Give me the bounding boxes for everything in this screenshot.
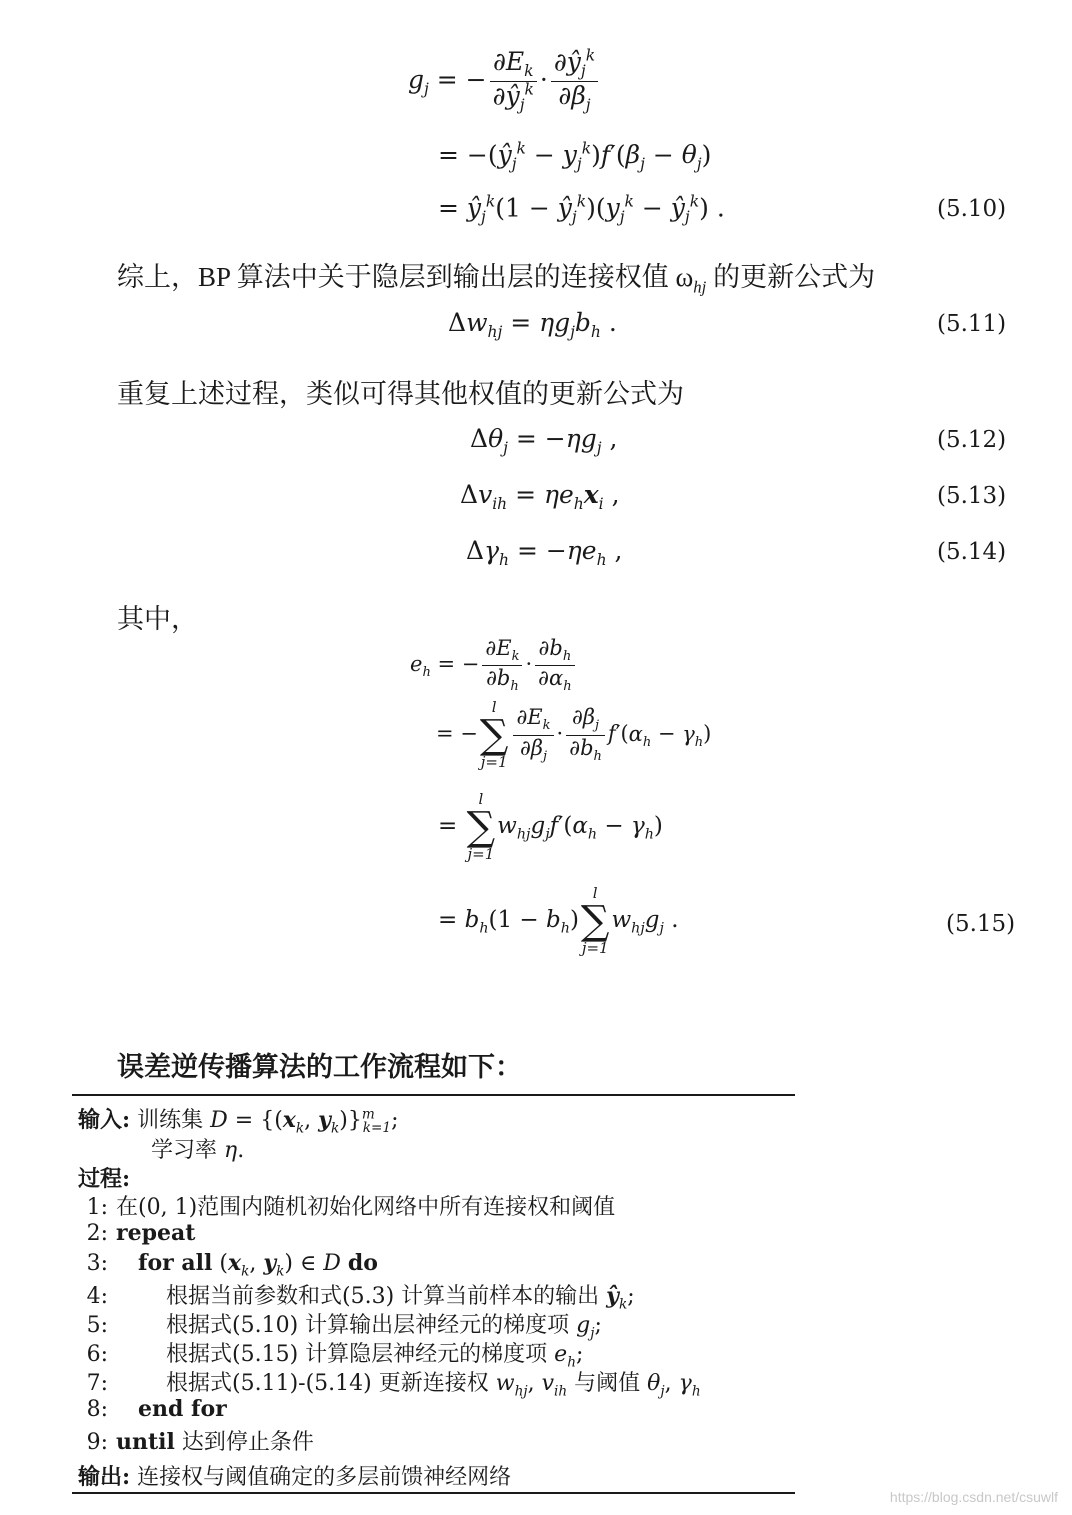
- equation-5-10-line3: = $ŷ_j^k(1$ − $ŷ_j^k)(y_j^k$ − $ŷ_j^k$) .: [438, 193, 725, 227]
- algorithm-line-5: 5: 根据式(5.10) 计算输出层神经元的梯度项 $g_j$;: [86, 1313, 602, 1342]
- algorithm-input-line1: 输入: 训练集 $D = \{(x_k$, $y_k)\}^m_{k=1}$;: [78, 1106, 399, 1137]
- algorithm-title: 误差逆传播算法的工作流程如下：: [117, 1052, 522, 1083]
- algorithm-process-label: 过程:: [78, 1166, 131, 1192]
- algorithm-line-8: 8: end for: [86, 1396, 227, 1422]
- paragraph-other-weights: 重复上述过程，类似可得其他权值的更新公式为: [117, 379, 684, 409]
- equation-5-15-line2: = − l ∑ j=1 $\frac{\partial E_k}{\partial\beta_j}$ · $\frac{\partial\beta_j}{\partial b_h}$ $f'(\alpha_h - \gamma_h)$: [436, 698, 712, 771]
- equation-5-13: $\Delta v_{ih} = \eta e_hx_i$ ,: [460, 480, 620, 513]
- equation-5-14: $\Delta\gamma_h = -\eta e_h$ ,: [466, 536, 623, 569]
- algorithm-line-7: 7: 根据式(5.11)-(5.14) 更新连接权 $w_{hj}$, $v_{ih}$ 与阈值 $\theta_j$, $\gamma_h$: [86, 1371, 701, 1400]
- equation-number-5-10: (5.10): [937, 196, 1007, 222]
- equation-number-5-14: (5.14): [937, 539, 1007, 565]
- equation-5-15-line3: = l ∑ j=1 $w_{hj}g_jf'(\alpha_h - \gamma_h)$: [438, 790, 663, 863]
- algorithm-input-line2: 学习率 η.: [151, 1138, 245, 1163]
- paragraph-bp-update: 综上，BP 算法中关于隐层到输出层的连接权值 $\omega_{hj}$ 的更新公式为: [117, 262, 876, 297]
- paragraph-where: 其中，: [117, 604, 198, 634]
- algorithm-top-rule: [72, 1094, 795, 1096]
- equation-5-10-line1: $g_j$ = − $\frac{\partial E_k}{\partial ŷ_j^k}$ · $\frac{\partial ŷ_j^k}{\partial\beta_j}$: [408, 48, 601, 115]
- algorithm-line-9: 9: until 达到停止条件: [86, 1429, 314, 1455]
- algorithm-line-1: 1: 在(0, 1)范围内随机初始化网络中所有连接权和阈值: [86, 1195, 616, 1220]
- equation-number-5-11: (5.11): [937, 311, 1007, 337]
- equation-5-12: $\Delta\theta_j = -\eta g_j$ ,: [470, 424, 618, 457]
- watermark: https://blog.csdn.net/csuwlf: [889, 1489, 1058, 1505]
- algorithm-output: 输出: 连接权与阈值确定的多层前馈神经网络: [78, 1464, 512, 1490]
- algorithm-line-3: 3: for all ($x_k$, $y_k$) ∈ D do: [86, 1250, 378, 1280]
- equation-number-5-13: (5.13): [937, 483, 1007, 509]
- equation-5-15-line4: = $b_h(1 - b_h)$ l ∑ j=1 $w_{hj}g_j$ .: [438, 884, 679, 957]
- equation-5-11: $\Delta w_{hj} = \eta g_jb_h$ .: [448, 308, 617, 341]
- algorithm-bottom-rule: [72, 1492, 795, 1494]
- equation-number-5-12: (5.12): [937, 427, 1007, 453]
- equation-5-10-line2: = $-(ŷ_j^k - y_j^k)f'(\beta_j - \theta_j)$: [438, 140, 712, 174]
- algorithm-line-4: 4: 根据当前参数和式(5.3) 计算当前样本的输出 $ŷ_k$;: [86, 1283, 635, 1313]
- equation-5-15-line1: $e_h$ = − $\frac{\partial E_k}{\partial b_h}$ · $\frac{\partial b_h}{\partial\alpha_h}$: [410, 636, 578, 695]
- algorithm-line-6: 6: 根据式(5.15) 计算隐层神经元的梯度项 $e_h$;: [86, 1342, 584, 1371]
- algorithm-line-2: 2: repeat: [86, 1220, 196, 1246]
- equation-number-5-15: (5.15): [946, 911, 1016, 937]
